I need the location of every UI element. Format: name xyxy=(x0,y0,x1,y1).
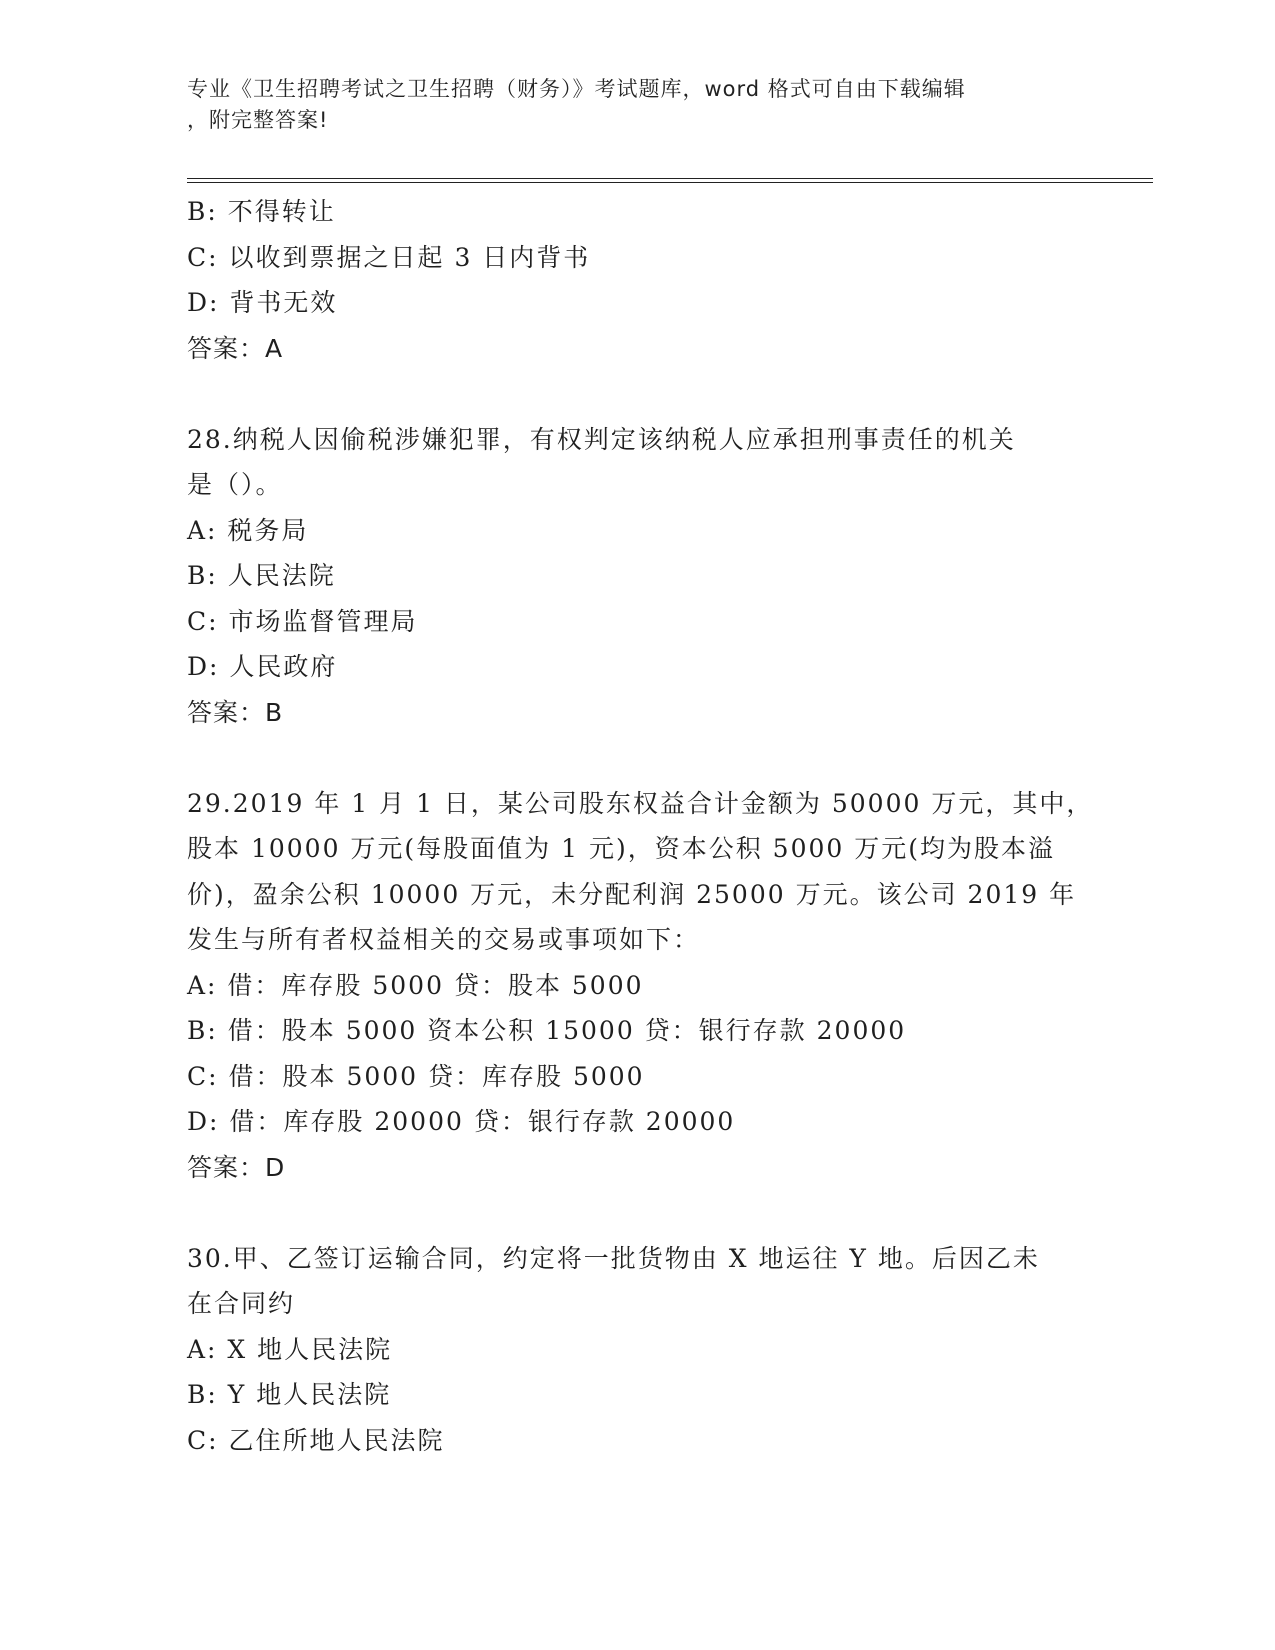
q30-option-b: B: Y 地人民法院 xyxy=(187,1380,392,1409)
q29-answer: 答案：D xyxy=(187,1152,286,1182)
spacer xyxy=(187,1190,1087,1236)
q28-answer: 答案：B xyxy=(187,697,284,727)
spacer xyxy=(187,371,1087,417)
header-rule-top xyxy=(187,178,1153,179)
q27-option-d: D: 背书无效 xyxy=(187,288,338,317)
header-line-1: 专业《卫生招聘考试之卫生招聘（财务）》考试题库，word 格式可自由下载编辑 xyxy=(187,77,966,101)
q28-option-a: A: 税务局 xyxy=(187,515,309,545)
spacer xyxy=(187,735,1087,781)
q27-answer: 答案：A xyxy=(187,333,284,363)
q29-question-line-3: 价)，盈余公积 10000 万元，未分配利润 25000 万元。该公司 2019 年 xyxy=(187,879,1077,909)
question-27 xyxy=(187,189,1087,371)
q30-question-line-2: 在合同约 xyxy=(187,1289,296,1318)
q28-option-d: D: 人民政府 xyxy=(187,652,338,681)
question-30 xyxy=(187,1236,1087,1464)
q28-question-line-1: 28.纳税人因偷税涉嫌犯罪，有权判定该纳税人应承担刑事责任的机关 xyxy=(187,424,1016,454)
q29-option-a: A: 借：库存股 5000 贷：股本 5000 xyxy=(187,970,644,1000)
q29-option-d: D: 借：库存股 20000 贷：银行存款 20000 xyxy=(187,1107,736,1136)
header-rule-bottom xyxy=(187,182,1153,183)
q29-question-line-2: 股本 10000 万元(每股面值为 1 元)，资本公积 5000 万元(均为股本溢 xyxy=(187,834,1056,863)
q27-option-b: B: 不得转让 xyxy=(187,197,336,226)
q27-option-c: C: 以收到票据之日起 3 日内背书 xyxy=(187,242,591,272)
q29-option-b: B: 借：股本 5000 资本公积 15000 贷：银行存款 20000 xyxy=(187,1016,907,1045)
q29-question-line-4: 发生与所有者权益相关的交易或事项如下： xyxy=(187,925,701,954)
question-29 xyxy=(187,781,1094,1191)
q28-option-c: C: 市场监督管理局 xyxy=(187,606,418,636)
header-line-2: ，附完整答案! xyxy=(187,108,329,132)
document-header xyxy=(187,74,1067,136)
q29-question-line-1: 29.2019 年 1 月 1 日，某公司股东权益合计金额为 50000 万元，其中， xyxy=(187,788,1094,818)
q30-question-line-1: 30.甲、乙签订运输合同，约定将一批货物由 X 地运往 Y 地。后因乙未 xyxy=(187,1243,1040,1273)
question-list xyxy=(187,189,1094,1463)
q30-option-a: A: X 地人民法院 xyxy=(187,1334,393,1364)
q28-question-line-2: 是（）。 xyxy=(187,470,283,499)
question-28 xyxy=(187,417,1087,736)
q30-option-c: C: 乙住所地人民法院 xyxy=(187,1425,445,1455)
q29-option-c: C: 借：股本 5000 贷：库存股 5000 xyxy=(187,1061,645,1091)
q28-option-b: B: 人民法院 xyxy=(187,561,336,590)
